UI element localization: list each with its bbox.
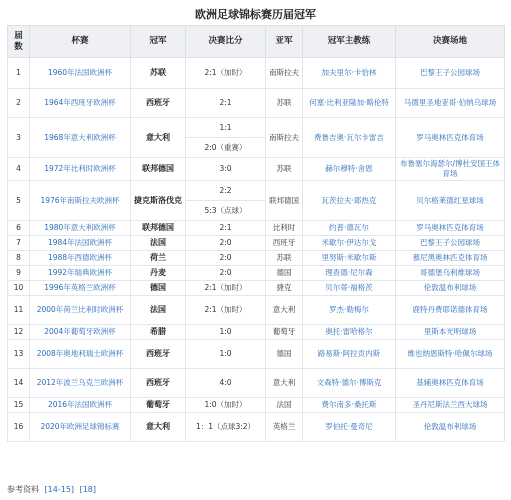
cup-link[interactable]: 1984年法国欧洲杯 — [30, 236, 131, 251]
table-row — [8, 118, 505, 158]
venue-link[interactable]: 巴黎王子公园球场 — [396, 236, 505, 251]
table-row — [8, 325, 505, 340]
cup-link[interactable]: 1964年西班牙欧洲杯 — [30, 89, 131, 118]
champion-cell: 荷兰 — [131, 251, 186, 266]
coach-link[interactable]: 罗伯托·曼奇尼 — [303, 413, 396, 442]
final-score-cell: 2:0 — [186, 236, 266, 251]
edition-number: 2 — [8, 89, 30, 118]
table-row — [8, 181, 505, 221]
table-header-row — [8, 26, 505, 58]
edition-number: 9 — [8, 266, 30, 281]
edition-number: 10 — [8, 281, 30, 296]
coach-link[interactable]: 费鲁吉奥·瓦尔卡雷吉 — [303, 118, 396, 158]
final-score-cell: 2:1（加时） — [186, 296, 266, 325]
table-row — [8, 266, 505, 281]
table-row — [8, 158, 505, 181]
cup-link[interactable]: 1988年西德欧洲杯 — [30, 251, 131, 266]
champions-table — [7, 25, 505, 442]
coach-link[interactable]: 路易斯·阿拉贡内斯 — [303, 340, 396, 369]
edition-number: 1 — [8, 58, 30, 89]
champion-cell: 意大利 — [131, 413, 186, 442]
runner-up-cell: 德国 — [266, 340, 303, 369]
edition-number: 13 — [8, 340, 30, 369]
coach-link[interactable]: 瓦茨拉夫·耶热克 — [303, 181, 396, 221]
runner-up-cell: 德国 — [266, 266, 303, 281]
runner-up-cell: 南斯拉夫 — [266, 118, 303, 158]
venue-link[interactable]: 巴黎王子公园球场 — [396, 58, 505, 89]
champion-cell: 西班牙 — [131, 369, 186, 398]
cup-link[interactable]: 1972年比利时欧洲杯 — [30, 158, 131, 181]
cup-link[interactable]: 1960年法国欧洲杯 — [30, 58, 131, 89]
edition-number: 6 — [8, 221, 30, 236]
final-score-cell: 2:0 — [186, 251, 266, 266]
edition-number: 11 — [8, 296, 30, 325]
cup-link[interactable]: 1968年意大利欧洲杯 — [30, 118, 131, 158]
final-score-cell: 2:0 — [186, 266, 266, 281]
cup-link[interactable]: 2004年葡萄牙欧洲杯 — [30, 325, 131, 340]
coach-link[interactable]: 理查德·尼尔森 — [303, 266, 396, 281]
edition-number: 12 — [8, 325, 30, 340]
champion-cell: 西班牙 — [131, 340, 186, 369]
edition-number: 16 — [8, 413, 30, 442]
champion-cell: 联邦德国 — [131, 158, 186, 181]
table-row — [8, 221, 505, 236]
reference-link[interactable]: [18] — [79, 485, 97, 494]
runner-up-cell: 西班牙 — [266, 236, 303, 251]
edition-number: 5 — [8, 181, 30, 221]
header-runner-up: 亚军 — [266, 26, 303, 58]
table-row — [8, 281, 505, 296]
venue-link[interactable]: 鹿特丹费耶诺德体育场 — [396, 296, 505, 325]
cup-link[interactable]: 1976年南斯拉夫欧洲杯 — [30, 181, 131, 221]
final-score-cell: 2:1（加时） — [186, 281, 266, 296]
final-score-cell — [186, 118, 266, 158]
cup-link[interactable]: 2012年波兰乌克兰欧洲杯 — [30, 369, 131, 398]
champion-cell: 西班牙 — [131, 89, 186, 118]
champion-cell: 葡萄牙 — [131, 398, 186, 413]
header-cup: 杯赛 — [30, 26, 131, 58]
references-label: 参考资料 — [7, 485, 39, 494]
runner-up-cell: 法国 — [266, 398, 303, 413]
champion-cell: 法国 — [131, 236, 186, 251]
final-score-part: 2:0（重赛） — [204, 142, 247, 152]
final-score-part: 2:2 — [186, 181, 265, 201]
runner-up-cell: 联邦德国 — [266, 181, 303, 221]
champion-cell: 法国 — [131, 296, 186, 325]
runner-up-cell: 捷克 — [266, 281, 303, 296]
runner-up-cell: 意大利 — [266, 296, 303, 325]
header-final-score: 决赛比分 — [186, 26, 266, 58]
header-venue: 决赛场地 — [396, 26, 505, 58]
coach-link[interactable]: 贝尔蒂·福格茨 — [303, 281, 396, 296]
final-score-cell: 2:1 — [186, 89, 266, 118]
table-row — [8, 58, 505, 89]
champion-cell: 德国 — [131, 281, 186, 296]
header-champion: 冠军 — [131, 26, 186, 58]
champion-cell: 丹麦 — [131, 266, 186, 281]
header-coach: 冠军主教练 — [303, 26, 396, 58]
cup-link[interactable]: 2000年荷兰比利时欧洲杯 — [30, 296, 131, 325]
table-row — [8, 251, 505, 266]
runner-up-cell: 南斯拉夫 — [266, 58, 303, 89]
final-score-cell: 2:1（加时） — [186, 58, 266, 89]
final-score-cell: 4:0 — [186, 369, 266, 398]
table-row — [8, 398, 505, 413]
venue-link[interactable]: 慕尼黑奥林匹克体育场 — [396, 251, 505, 266]
final-score-cell: 1:0（加时） — [186, 398, 266, 413]
final-score-cell: 1：1（点球3:2） — [186, 413, 266, 442]
venue-link[interactable]: 罗马奥林匹克体育场 — [396, 221, 505, 236]
coach-link[interactable]: 约普·德瓦尔 — [303, 221, 396, 236]
coach-link[interactable]: 赫尔穆特·舍恩 — [303, 158, 396, 181]
table-row — [8, 340, 505, 369]
reference-link[interactable]: [14-15] — [44, 485, 75, 494]
champion-cell: 捷克斯洛伐克 — [131, 181, 186, 221]
edition-number: 7 — [8, 236, 30, 251]
final-score-cell: 2:1 — [186, 221, 266, 236]
edition-number: 8 — [8, 251, 30, 266]
header-edition: 届 数 — [8, 26, 30, 58]
cup-link[interactable]: 1980年意大利欧洲杯 — [30, 221, 131, 236]
champion-cell: 苏联 — [131, 58, 186, 89]
venue-link[interactable]: 基辅奥林匹克体育场 — [396, 369, 505, 398]
coach-link[interactable]: 里努斯·米歇尔斯 — [303, 251, 396, 266]
cup-link[interactable]: 1992年瑞典欧洲杯 — [30, 266, 131, 281]
table-row — [8, 89, 505, 118]
coach-link[interactable]: 米歇尔·伊达尔戈 — [303, 236, 396, 251]
final-score-cell: 3:0 — [186, 158, 266, 181]
venue-link[interactable]: 贝尔格莱德红星球场 — [396, 181, 505, 221]
coach-link[interactable]: 文森特·德尔·博斯克 — [303, 369, 396, 398]
coach-link[interactable]: 加夫里尔·卡恰林 — [303, 58, 396, 89]
coach-link[interactable]: 罗杰·勒梅尔 — [303, 296, 396, 325]
final-score-part: 5:3（点球） — [204, 205, 247, 215]
champion-cell: 意大利 — [131, 118, 186, 158]
venue-link[interactable]: 马德里圣地亚哥·伯纳乌球场 — [396, 89, 505, 118]
venue-link[interactable]: 伦敦温布利球场 — [396, 281, 505, 296]
coach-link[interactable]: 费尔南多·桑托斯 — [303, 398, 396, 413]
venue-link[interactable]: 维也纳恩斯特·哈佩尔球场 — [396, 340, 505, 369]
venue-link[interactable]: 哥德堡乌利维球场 — [396, 266, 505, 281]
runner-up-cell: 比利时 — [266, 221, 303, 236]
venue-link[interactable]: 里斯本光明球场 — [396, 325, 505, 340]
table-row — [8, 236, 505, 251]
venue-link[interactable]: 伦敦温布利球场 — [396, 413, 505, 442]
venue-link[interactable]: 罗马奥林匹克体育场 — [396, 118, 505, 158]
venue-link[interactable]: 圣丹尼斯法兰西大球场 — [396, 398, 505, 413]
table-row — [8, 413, 505, 442]
final-score-part: 1:1 — [186, 118, 265, 138]
cup-link[interactable]: 1996年英格兰欧洲杯 — [30, 281, 131, 296]
runner-up-cell: 苏联 — [266, 89, 303, 118]
edition-number: 14 — [8, 369, 30, 398]
table-row — [8, 296, 505, 325]
final-score-cell: 1:0 — [186, 325, 266, 340]
coach-link[interactable]: 奥托·雷哈格尔 — [303, 325, 396, 340]
table-row — [8, 369, 505, 398]
runner-up-cell: 意大利 — [266, 369, 303, 398]
venue-link[interactable]: 布鲁塞尔海瑟尔/博杜安国王体育场 — [396, 158, 505, 181]
runner-up-cell: 苏联 — [266, 251, 303, 266]
runner-up-cell: 苏联 — [266, 158, 303, 181]
references — [7, 484, 96, 495]
champion-cell: 希腊 — [131, 325, 186, 340]
final-score-cell — [186, 181, 266, 221]
runner-up-cell: 英格兰 — [266, 413, 303, 442]
cup-link[interactable]: 2016年法国欧洲杯 — [30, 398, 131, 413]
champion-cell: 联邦德国 — [131, 221, 186, 236]
edition-number: 3 — [8, 118, 30, 158]
runner-up-cell: 葡萄牙 — [266, 325, 303, 340]
cup-link[interactable]: 2020年欧洲足球锦标赛 — [30, 413, 131, 442]
final-score-cell: 1:0 — [186, 340, 266, 369]
coach-link[interactable]: 何塞·比利亚隆加·略伦特 — [303, 89, 396, 118]
page-title: 欧洲足球锦标赛历届冠军 — [195, 8, 316, 21]
cup-link[interactable]: 2008年奥地利瑞士欧洲杯 — [30, 340, 131, 369]
edition-number: 15 — [8, 398, 30, 413]
edition-number: 4 — [8, 158, 30, 181]
